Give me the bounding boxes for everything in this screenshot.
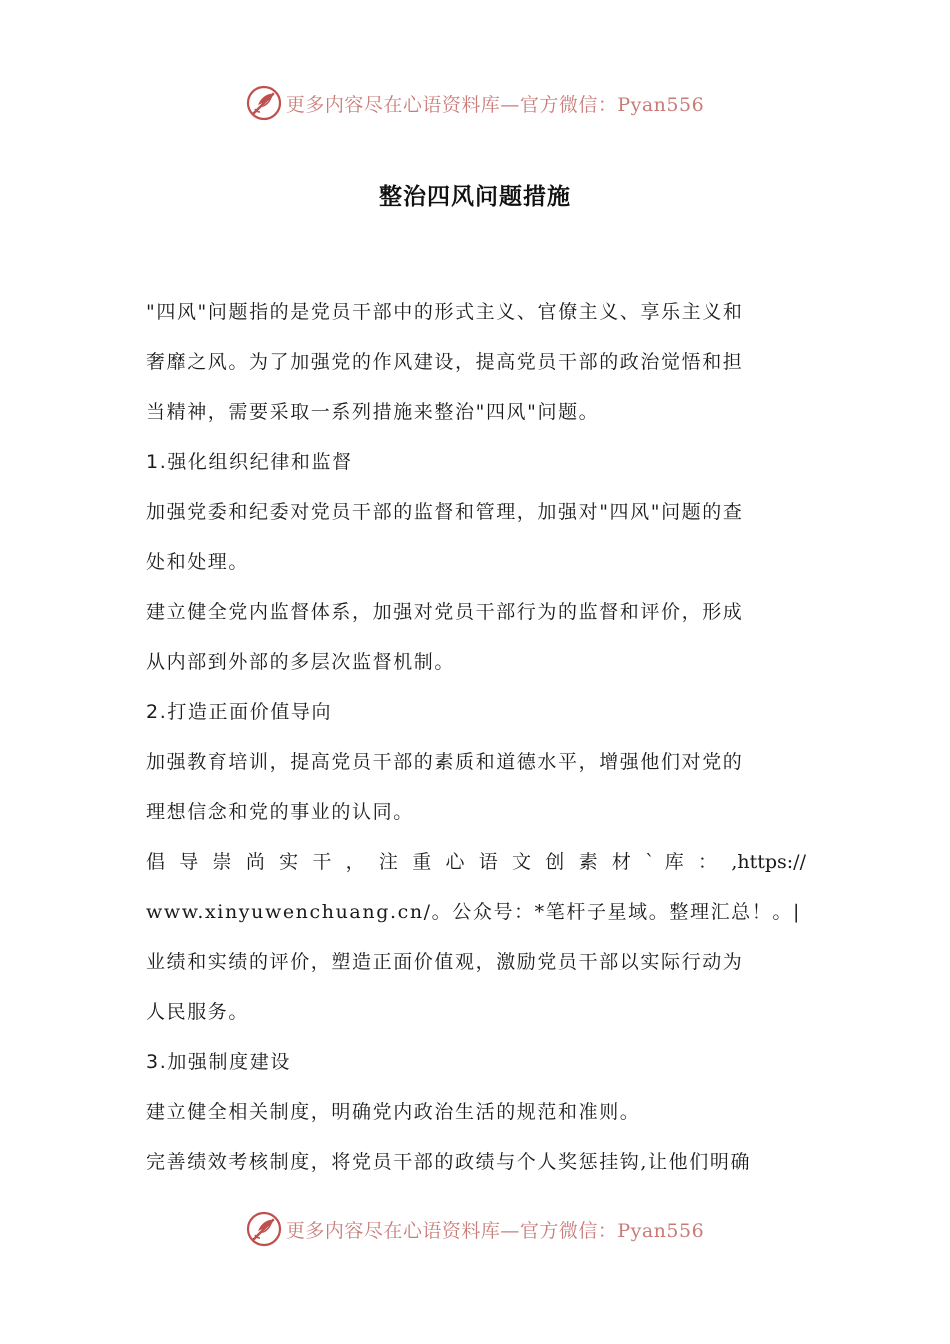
text-line: 从内部到外部的多层次监督机制。 — [146, 651, 456, 673]
watermark-text: 更多内容尽在心语资料库—官方微信：Pyan556 — [285, 1219, 705, 1242]
text-line: 加强党委和纪委对党员干部的监督和管理，加强对"四风"问题的查 — [146, 501, 744, 523]
quill-logo-icon — [246, 85, 282, 121]
text-line: 建立健全党内监督体系，加强对党员干部行为的监督和评价，形成 — [146, 601, 744, 623]
text-line: 人民服务。 — [146, 1001, 250, 1023]
text-line: "四风"问题指的是党员干部中的形式主义、官僚主义、享乐主义和 — [146, 301, 744, 323]
section-heading: 2.打造正面价值导向 — [146, 701, 333, 723]
text-line: 处和处理。 — [146, 551, 250, 573]
section-heading: 1.强化组织纪律和监督 — [146, 451, 353, 473]
footer-watermark — [0, 1204, 950, 1254]
text-line: 倡 导 崇 尚 实 干 ， 注 重 心 语 文 创 素 材 ` 库 ： ,https:// — [146, 851, 806, 873]
text-line: 当精神，需要采取一系列措施来整治"四风"问题。 — [146, 401, 600, 423]
document-body — [146, 287, 806, 1187]
watermark-text: 更多内容尽在心语资料库—官方微信：Pyan556 — [285, 93, 705, 116]
quill-logo-icon — [246, 1211, 282, 1247]
document-title: 整治四风问题措施 — [379, 184, 571, 210]
header-watermark — [0, 78, 950, 128]
text-line: 加强教育培训，提高党员干部的素质和道德水平，增强他们对党的 — [146, 751, 744, 773]
text-line: 业绩和实绩的评价，塑造正面价值观，激励党员干部以实际行动为 — [146, 951, 744, 973]
text-line: 完善绩效考核制度，将党员干部的政绩与个人奖惩挂钩,让他们明确 — [146, 1151, 752, 1173]
text-line: 奢靡之风。为了加强党的作风建设，提高党员干部的政治觉悟和担 — [146, 351, 744, 373]
text-line: www.xinyuwenchuang.cn/。公众号：*笔杆子星域。整理汇总！。| — [146, 901, 801, 923]
section-heading: 3.加强制度建设 — [146, 1051, 291, 1073]
text-line: 理想信念和党的事业的认同。 — [146, 801, 414, 823]
text-line: 建立健全相关制度，明确党内政治生活的规范和准则。 — [146, 1101, 641, 1123]
